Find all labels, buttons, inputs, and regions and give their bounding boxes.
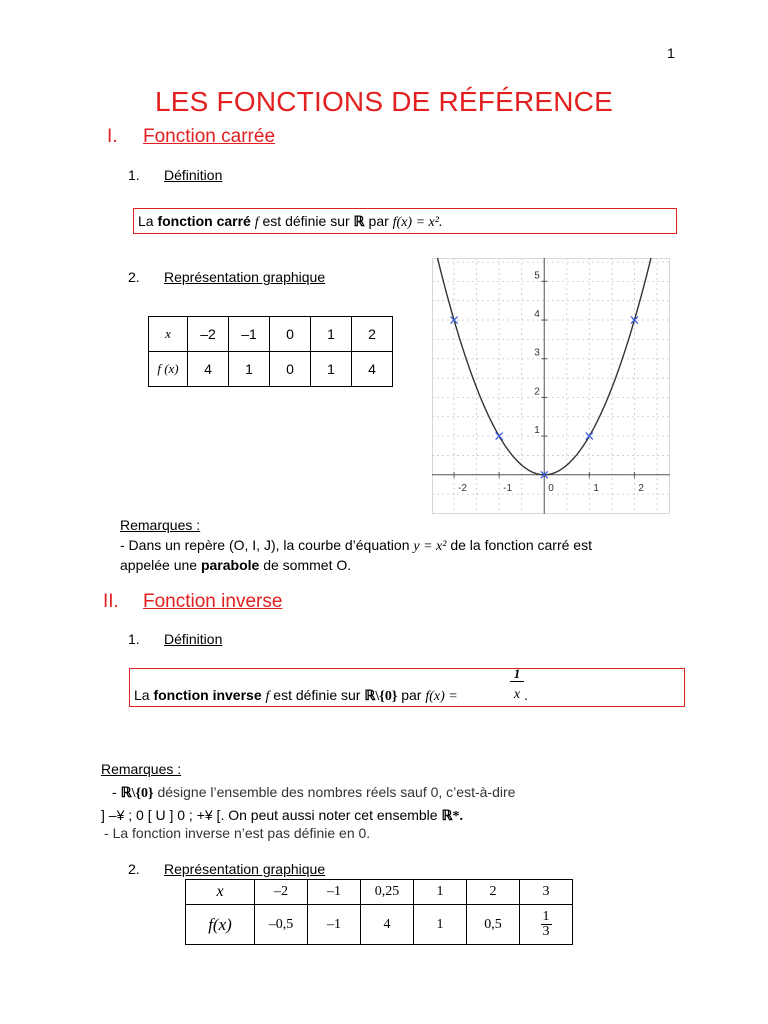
table-row [149, 317, 393, 352]
table-cell: 4 [361, 905, 414, 945]
remarks-title-text: Remarques : [120, 517, 201, 533]
table-cell: 2 [467, 880, 520, 905]
inverse-definition-box [129, 668, 685, 707]
y-tick-label: 1 [534, 425, 540, 437]
table-cell: –1 [229, 317, 270, 352]
inverse-fraction-denominator: x [513, 687, 521, 702]
square-value-table [148, 316, 393, 387]
def-f-symbol: f [265, 689, 270, 704]
table-cell: –1 [308, 905, 361, 945]
remark-equation: y = x² [413, 539, 447, 554]
remark-3-text: La fonction inverse n’est pas définie en 0. [112, 825, 371, 841]
parabola-chart [432, 258, 670, 514]
section2-def-number: 1. [128, 631, 140, 647]
table-cell: –2 [255, 880, 308, 905]
inverse-fraction-numerator: 1 [510, 666, 524, 682]
table-cell: –0,5 [255, 905, 308, 945]
def-text-mid: est définie sur [258, 213, 354, 229]
table-cell: 3 [520, 880, 573, 905]
remark-bold: parabole [200, 557, 260, 573]
def-text-mid: est définie sur [269, 687, 365, 703]
square-definition-box [133, 208, 677, 234]
section2-title: Fonction inverse [143, 591, 283, 612]
x-tick-label: 2 [638, 482, 644, 494]
table-cell: 0,5 [467, 905, 520, 945]
section2-remark-3 [104, 824, 370, 842]
fraction [541, 910, 552, 939]
section1-title: Fonction carrée [143, 126, 276, 147]
section2-number: II. [103, 591, 119, 612]
section1-graph-number: 2. [128, 269, 140, 285]
remark-line2-pre: appelée une [120, 557, 201, 573]
y-tick-label: 5 [534, 270, 540, 282]
section1-number: I. [107, 126, 118, 147]
section1-remarks-title [120, 516, 200, 534]
section1-graph-title: Représentation graphique [164, 269, 326, 285]
def-formula: f(x) = x². [392, 215, 443, 230]
section2-graph-title: Représentation graphique [164, 861, 326, 877]
def-text-par: par [397, 687, 426, 703]
table-cell: 0,25 [361, 880, 414, 905]
def-formula-pre: f(x) = [425, 689, 458, 704]
section2-def-title: Définition [164, 631, 223, 647]
inverse-def-text [134, 687, 458, 705]
table-head-fx: f (x) [149, 352, 188, 387]
remark-line2-post: de sommet O. [259, 557, 352, 573]
table-cell: 1 [414, 905, 467, 945]
y-tick-label: 4 [534, 309, 540, 321]
remark-1-text: désigne l’ensemble des nombres réels sauf 0, c’est-à-dire [153, 784, 516, 800]
page-title: LES FONCTIONS DE RÉFÉRENCE [155, 86, 613, 117]
table-head-x: x [149, 317, 188, 352]
x-tick-label: -1 [503, 482, 513, 494]
x-tick-label: 0 [548, 482, 554, 494]
section1-def-title: Définition [164, 167, 223, 183]
x-tick-label: -2 [458, 482, 467, 494]
table-cell: 1 [414, 880, 467, 905]
fraction-numerator: 1 [542, 909, 550, 924]
table-cell: 1 [229, 352, 270, 387]
table-head-x: x [186, 880, 255, 905]
remark-2-text: ] –¥ ; 0 [ U ] 0 ; +¥ [. On peut aussi noter cet ensemble [101, 807, 442, 823]
def-text-pre: La [134, 687, 154, 703]
inverse-value-table [185, 879, 573, 945]
def-domain: ℝ\{0} [364, 689, 398, 704]
def-end: . [524, 687, 528, 703]
remark-set-r-star: ℝ*. [441, 809, 464, 824]
table-head-fx: f(x) [186, 905, 255, 945]
section2-graph-number: 2. [128, 861, 140, 877]
table-cell: 0 [270, 352, 311, 387]
table-cell: 1 [311, 317, 352, 352]
section2-remark-2 [101, 806, 463, 826]
def-f-symbol: f [254, 215, 259, 230]
page-number: 1 [667, 45, 675, 61]
remark-line1-post: de la fonction carré est [446, 537, 592, 553]
table-row [149, 352, 393, 387]
def-text-par: par [364, 213, 393, 229]
table-cell: 4 [352, 352, 393, 387]
table-cell: –2 [188, 317, 229, 352]
remark-set-r-minus-zero: ℝ\{0} [120, 786, 154, 801]
remarks-title-text: Remarques : [101, 761, 182, 777]
table-cell-fraction [520, 905, 573, 945]
def-bold-term: fonction carré [157, 213, 251, 229]
section2-remark-1 [112, 783, 515, 803]
section1-def-number: 1. [128, 167, 140, 183]
table-cell: –1 [308, 880, 361, 905]
table-cell: 0 [270, 317, 311, 352]
def-text-pre: La [138, 213, 158, 229]
remark-dash: - [104, 825, 113, 841]
table-row [186, 880, 573, 905]
remark-dash: - [112, 784, 121, 800]
y-tick-label: 2 [534, 386, 540, 398]
fraction-denominator: 3 [542, 924, 550, 939]
table-row [186, 905, 573, 945]
remark-line1-pre: - Dans un repère (O, I, J), la courbe d’équation [120, 537, 414, 553]
section2-remarks-title [101, 760, 181, 778]
def-domain: ℝ [353, 215, 365, 230]
y-tick-label: 3 [534, 347, 540, 359]
table-cell: 4 [188, 352, 229, 387]
table-cell: 1 [311, 352, 352, 387]
section1-remark [120, 536, 680, 574]
table-cell: 2 [352, 317, 393, 352]
x-tick-label: 1 [593, 482, 599, 494]
def-bold-term: fonction inverse [153, 687, 262, 703]
